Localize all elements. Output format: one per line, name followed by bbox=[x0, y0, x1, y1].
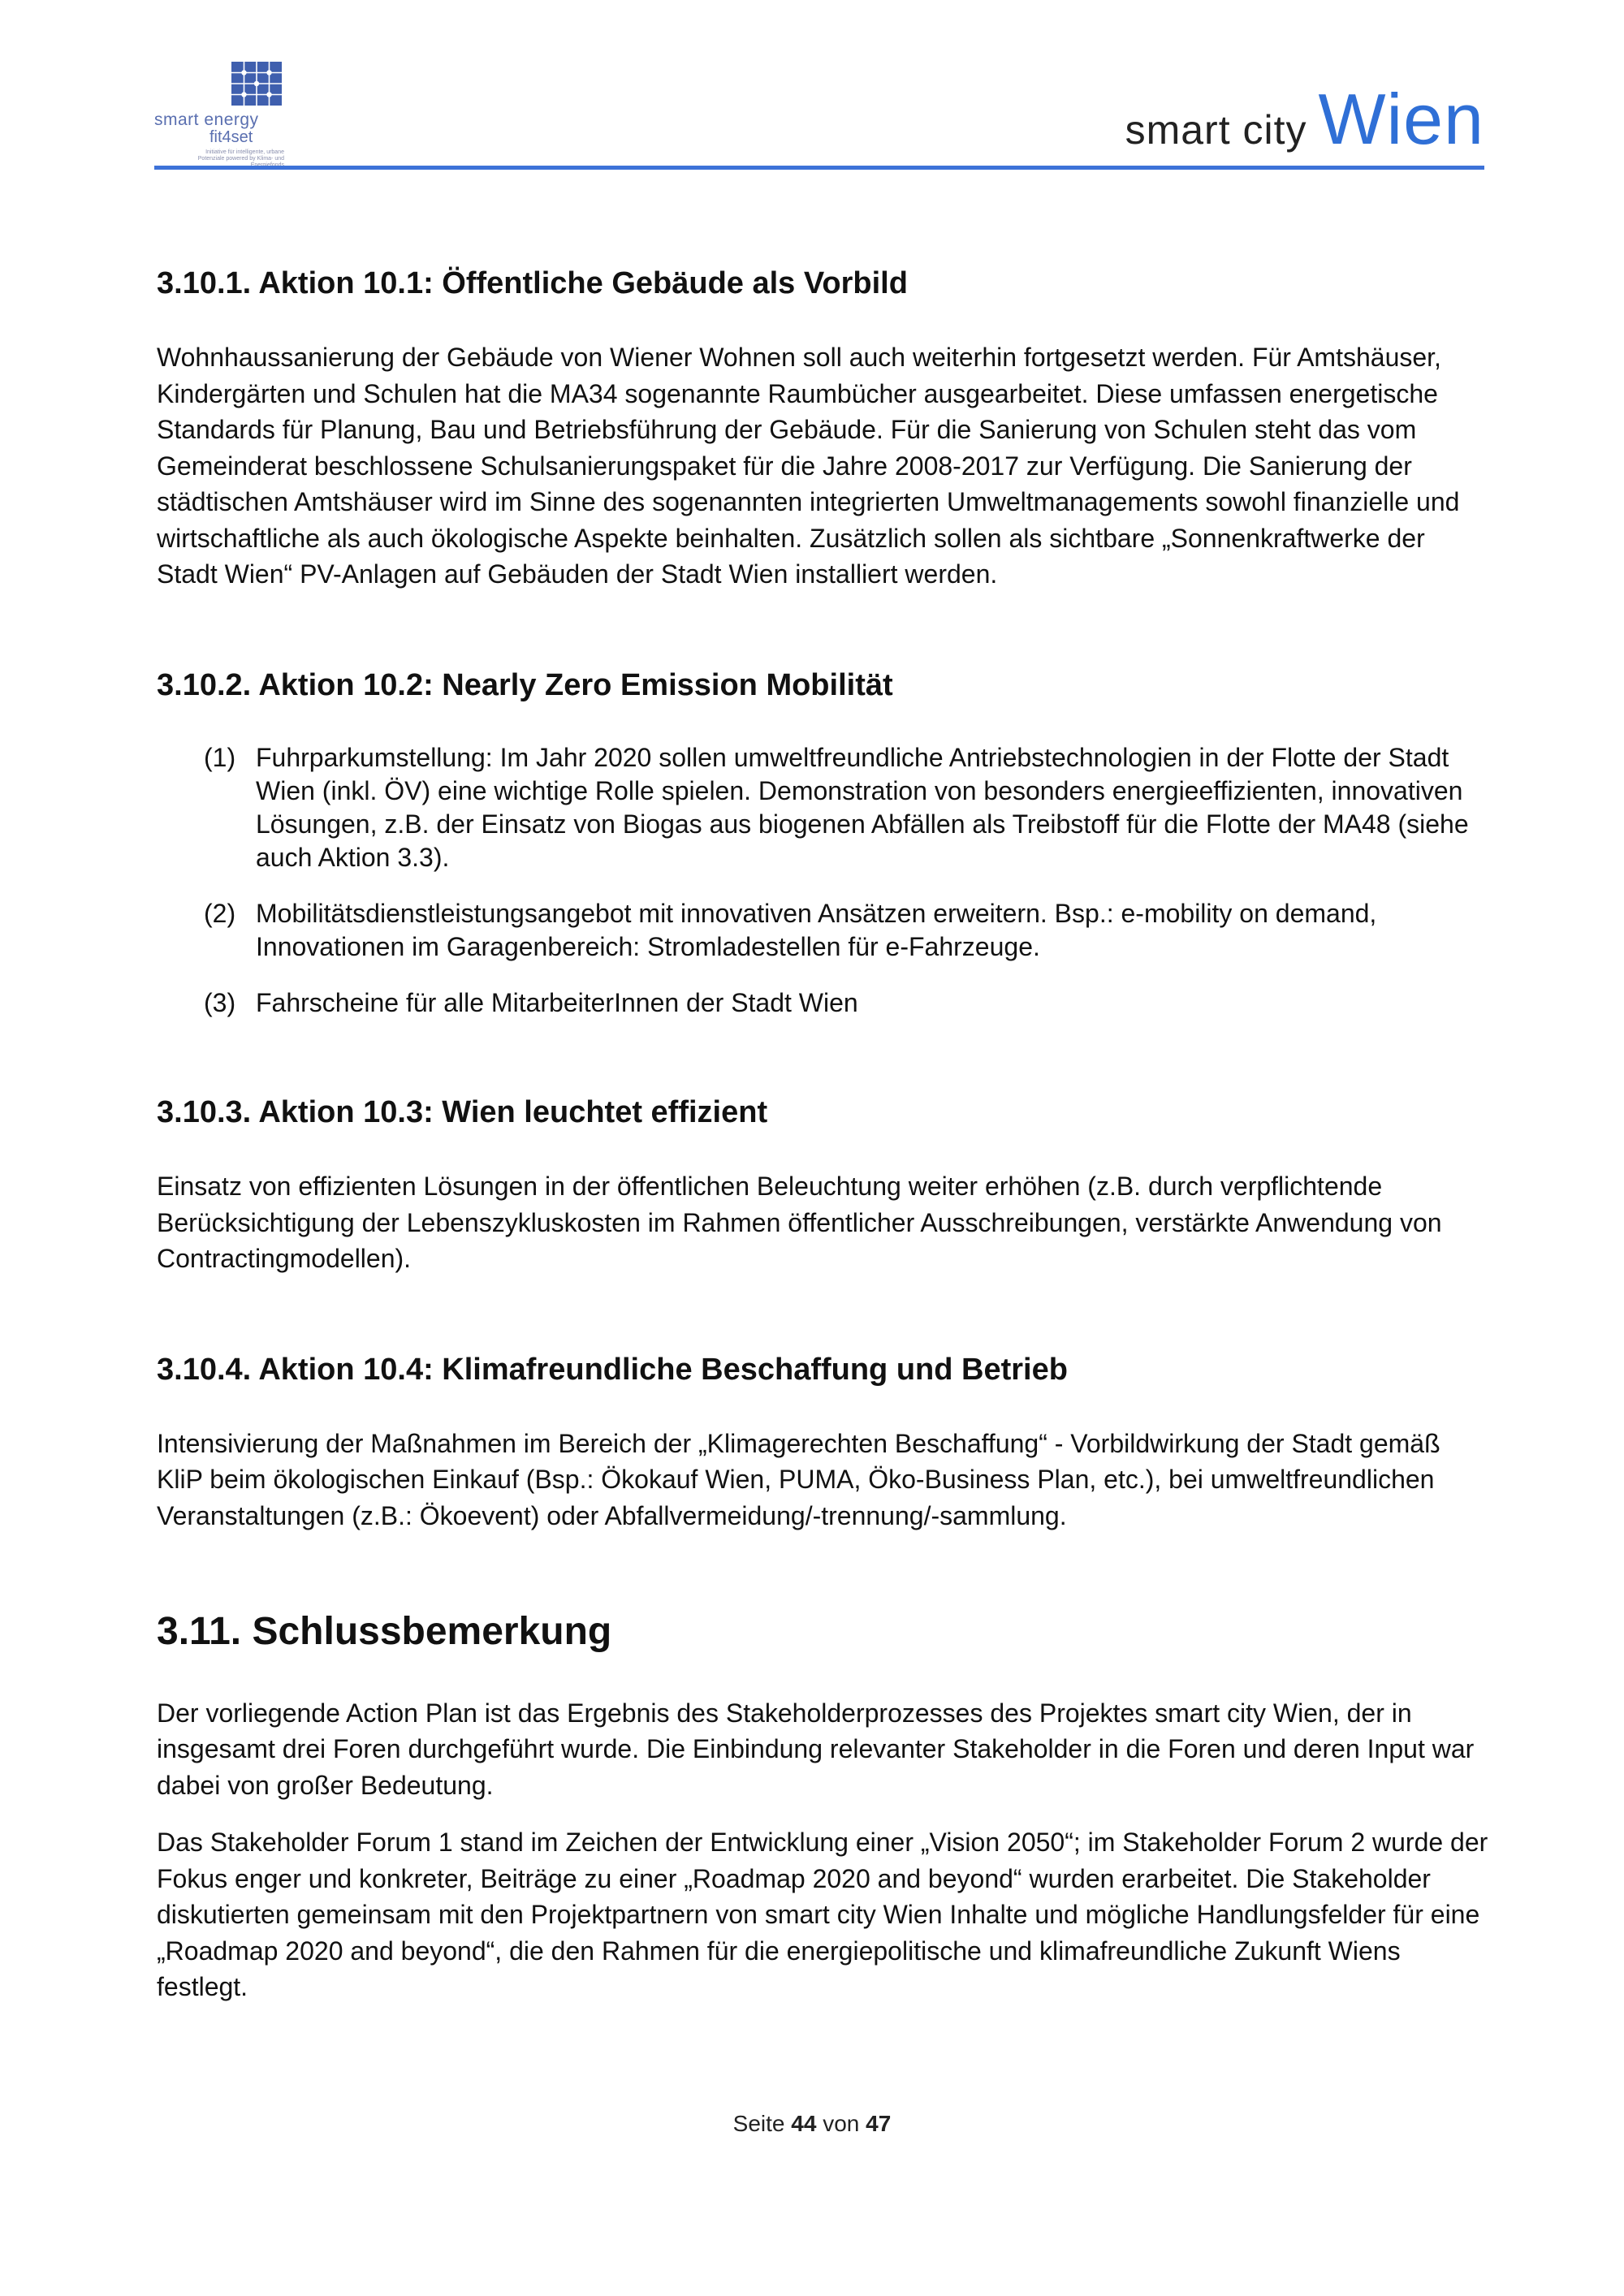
list-item-number: (1) bbox=[204, 743, 236, 773]
logo-grid-icon bbox=[231, 62, 282, 106]
logo-line1: smart energy bbox=[154, 110, 259, 129]
heading-3-10-2: 3.10.2. Aktion 10.2: Nearly Zero Emission Mobilität bbox=[157, 667, 893, 702]
paragraph-3-10-4: Intensivierung der Maßnahmen im Bereich der „Klimagerechten Beschaffung“ - Vorbildwirkung der Stadt gemäß KliP beim ökologischen Einkauf (Bsp.: Ökokauf Wien, PUMA, Öko-Business Plan, etc.), bei umweltfreundlichen Veranstaltungen (z.B.: Ökoevent) oder Abfallvermeidung/-trennung/-sammlung. bbox=[157, 1428, 1440, 1530]
paragraph-3-11-1: Der vorliegende Action Plan ist das Ergebnis des Stakeholderprozesses des Projektes smart city Wien, der in insgesamt drei Foren durchgeführt wurde. Die Einbindung relevanter Stakeholder in die Foren und deren Input war dabei von großer Bedeutung. bbox=[157, 1698, 1475, 1800]
footer-total-pages: 47 bbox=[866, 2111, 892, 2136]
list-item bbox=[157, 741, 1488, 874]
smart-city-wien-brand bbox=[1125, 78, 1484, 161]
footer-label: Seite bbox=[732, 2111, 785, 2136]
heading-3-10-1: 3.10.1. Aktion 10.1: Öffentliche Gebäude als Vorbild bbox=[157, 266, 908, 300]
page-content bbox=[157, 264, 1488, 2078]
list-item bbox=[157, 897, 1488, 964]
list-item-text: Fuhrparkumstellung: Im Jahr 2020 sollen umweltfreundliche Antriebstechnologien in der Flotte der Stadt Wien (inkl. ÖV) eine wichtige Rolle spielen. Demonstration von besonders energieeffizienten, innovativen Lösungen, z.B. der Einsatz von Biogas aus biogenen Abfällen als Treibstoff für die Flotte der MA48 (siehe auch Aktion 3.3). bbox=[256, 743, 1469, 872]
heading-3-10-4: 3.10.4. Aktion 10.4: Klimafreundliche Beschaffung und Betrieb bbox=[157, 1352, 1068, 1387]
page-footer bbox=[0, 2111, 1624, 2137]
list-item bbox=[157, 986, 1488, 1020]
paragraph-3-10-3: Einsatz von effizienten Lösungen in der öffentlichen Beleuchtung weiter erhöhen (z.B. durch verpflichtende Berücksichtigung der Lebenszykluskosten im Rahmen öffentlicher Ausschreibungen, verstärkte Anwendung von Contractingmodellen). bbox=[157, 1172, 1442, 1274]
mobility-action-list bbox=[157, 741, 1488, 1020]
paragraph-3-11-2: Das Stakeholder Forum 1 stand im Zeichen der Entwicklung einer „Vision 2050“; im Stakeholder Forum 2 wurde der Fokus enger und konkreter, Beiträge zu einer „Roadmap 2020 and beyond“ wurden erarbeitet. Die Stakeholder diskutierten gemeinsam mit den Projektpartnern von smart city Wien Inhalte und mögliche Handlungsfelder für eine „Roadmap 2020 and beyond“, die den Rahmen für die energiepolitische und klimafreundliche Zukunft Wiens festlegt. bbox=[157, 1828, 1488, 2001]
paragraph-3-10-1: Wohnhaussanierung der Gebäude von Wiener Wohnen soll auch weiterhin fortgesetzt werden. Für Amtshäuser, Kindergärten und Schulen hat die MA34 sogenannte Raumbücher ausgearbeitet. Diese umfassen energetische Standards für Planung, Bau und Betriebsführung der Gebäude. Für die Sanierung von Schulen steht das vom Gemeinderat beschlossene Schulsanierungspaket für die Jahre 2008-2017 zur Verfügung. Die Sanierung der städtischen Amtshäuser wird im Sinne des sogenannten integrierten Umweltmanagements sowohl finanzielle und wirtschaftliche als auch ökologische Aspekte beinhalten. Zusätzlich sollen als sichtbare „Sonnenkraftwerke der Stadt Wien“ PV-Anlagen auf Gebäuden der Stadt Wien installiert werden. bbox=[157, 343, 1460, 589]
footer-of: von bbox=[823, 2111, 860, 2136]
brand-smart-city: smart city bbox=[1125, 107, 1307, 153]
logo-tagline: Initiative für intelligente, urbane Potenziale powered by Klima- und bbox=[197, 149, 284, 162]
header-rule bbox=[154, 166, 1484, 170]
logo-line2: fit4set bbox=[209, 128, 253, 146]
heading-3-10-3: 3.10.3. Aktion 10.3: Wien leuchtet effizient bbox=[157, 1094, 768, 1129]
list-item-number: (2) bbox=[204, 898, 236, 928]
list-item-text: Mobilitätsdienstleistungsangebot mit innovativen Ansätzen erweitern. Bsp.: e-mobility on demand, Innovationen im Garagenbereich: Stromladestellen für e-Fahrzeuge. bbox=[256, 898, 1377, 961]
list-item-number: (3) bbox=[204, 987, 236, 1017]
footer-page-number: 44 bbox=[791, 2111, 817, 2136]
page-header bbox=[154, 57, 1484, 170]
list-item-text: Fahrscheine für alle MitarbeiterInnen der Stadt Wien bbox=[256, 987, 858, 1017]
heading-3-11: 3.11. Schlussbemerkung bbox=[157, 1610, 612, 1654]
smart-energy-fit4set-logo bbox=[154, 62, 292, 167]
brand-wien: Wien bbox=[1318, 79, 1484, 159]
